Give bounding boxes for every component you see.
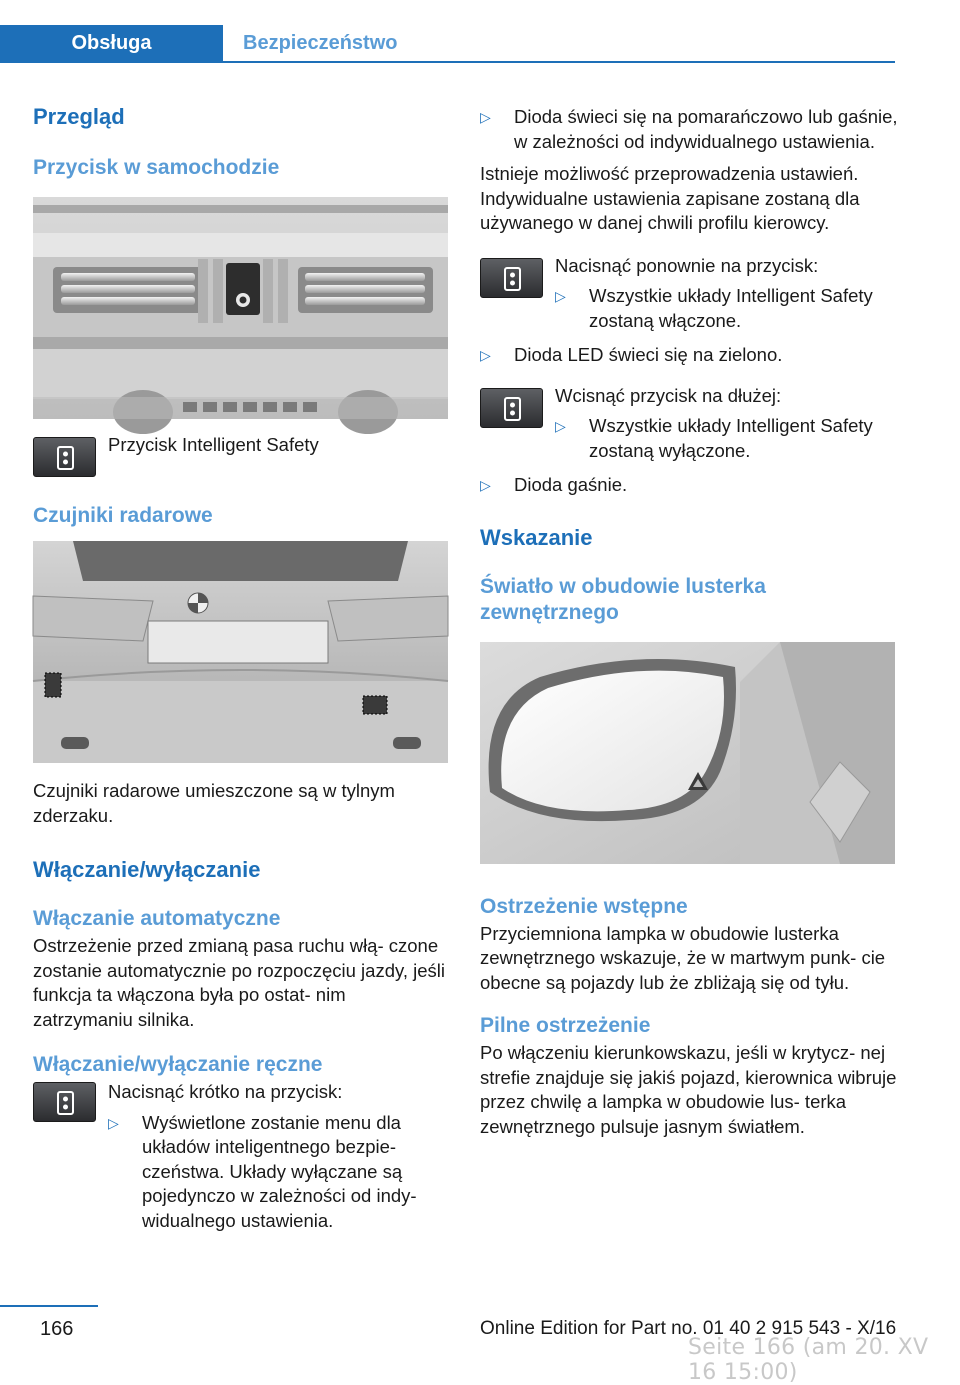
intelligent-safety-button-icon [480, 388, 543, 428]
list-item [108, 1111, 448, 1234]
heading-urgent: Pilne ostrzeżenie [480, 1014, 651, 1037]
heading-mirror-light: Światło w obudowie lusterka zewnętrznego [480, 574, 766, 624]
edition-text: Online Edition for Part no. 01 40 2 915 543 - X/16 [480, 1318, 897, 1339]
led-orange-text: Dioda świeci się na pomarańczowo lub gaśnie, w zależności od indywidualnego ustawienia. [514, 106, 898, 152]
pre-warning-description: Przyciemniona lampka w obudowie lusterka zewnętrznego wskazuje, że w martwym punk‐ cie obecne są pojazdy lub że zbliżają się od tyłu. [480, 922, 886, 993]
press-again-row [480, 254, 898, 334]
triangle-right-icon: ▷ [108, 1114, 119, 1131]
triangle-right-icon: ▷ [480, 347, 491, 363]
list-item [480, 343, 898, 368]
radar-description: Czujniki radarowe umieszczone są w tylnym zderzaku. [33, 780, 395, 826]
list-item [555, 284, 898, 333]
triangle-right-icon: ▷ [555, 288, 566, 304]
heading-display: Wskazanie [480, 524, 593, 550]
car-rear-photo [33, 541, 448, 763]
list-item [555, 414, 898, 463]
right-column [480, 105, 898, 1139]
manual-instruction-row [33, 1080, 448, 1233]
button-caption: Przycisk Intelligent Safety [108, 434, 319, 455]
auto-description: Ostrzeżenie przed zmianą pasa ruchu włą‐ czone zostanie automatycznie po rozpoczęciu jazdy, jeśli funkcja ta włączona była po ostat‐ nim zatrzymaniu silnika. [33, 935, 446, 1030]
intelligent-safety-button-icon [33, 437, 96, 477]
triangle-right-icon: ▷ [480, 477, 491, 493]
heading-on-off: Włączanie/wyłączanie [33, 857, 261, 882]
footer-rule [0, 1305, 98, 1307]
all-off-text: Wszystkie układy Intelligent Safety zostaną wyłączone. [589, 415, 873, 461]
press-long-text: Wcisnąć przycisk na dłużej: [555, 384, 782, 406]
left-column [33, 95, 448, 1233]
button-caption-row [33, 434, 448, 477]
settings-description: Istnieje możliwość przeprowadzenia ustawień. Indywidualne ustawienia zapisane zostaną dla używanego w danej chwili profilu kierowcy. [480, 163, 860, 233]
manual-bullet-text: Wyświetlone zostanie menu dla układów inteligentnego bezpie‐ czeństwa. Układy wyłączane są pojedynczo w zależności od indy‐ widualnego ustawienia. [142, 1111, 417, 1231]
intelligent-safety-button-icon [33, 1082, 96, 1122]
press-again-text: Nacisnąć ponownie na przycisk: [555, 254, 819, 276]
all-on-text: Wszystkie układy Intelligent Safety zostaną włączone. [589, 285, 873, 331]
heading-manual: Włączanie/wyłączanie ręczne [33, 1053, 323, 1076]
list-item [480, 105, 898, 154]
triangle-right-icon: ▷ [480, 109, 491, 125]
heading-button-in-car: Przycisk w samochodzie [33, 156, 280, 179]
page-number: 166 [40, 1318, 74, 1340]
manual-press-short: Nacisnąć krótko na przycisk: [108, 1081, 343, 1102]
tab-bezpieczenstwo[interactable]: Bezpieczeństwo [243, 32, 398, 54]
led-green-text: Dioda LED świeci się na zielono. [514, 344, 783, 365]
heading-pre-warning: Ostrzeżenie wstępne [480, 894, 688, 918]
led-off-text: Dioda gaśnie. [514, 474, 628, 495]
triangle-right-icon: ▷ [555, 418, 566, 434]
tab-obsluga[interactable]: Obsługa [0, 25, 223, 61]
dashboard-button-photo [33, 197, 448, 419]
list-item [480, 473, 898, 498]
urgent-description: Po włączeniu kierunkowskazu, jeśli w krytycz‐ nej strefie znajduje się jakiś pojazd, kierownica wibruje przez chwilę a lampka w obudowie lus‐ terka zewnętrznego pulsuje jasnym światłem. [480, 1042, 897, 1137]
heading-radar: Czujniki radarowe [33, 504, 213, 527]
side-mirror-photo [480, 642, 895, 864]
press-long-row [480, 384, 898, 464]
heading-auto: Włączanie automatyczne [33, 907, 281, 930]
heading-overview: Przegląd [33, 104, 125, 129]
section-tabs [0, 25, 895, 63]
intelligent-safety-button-icon [480, 258, 543, 298]
watermark: Seite 166 (am 20. XV 16 15:00) [688, 1335, 929, 1385]
